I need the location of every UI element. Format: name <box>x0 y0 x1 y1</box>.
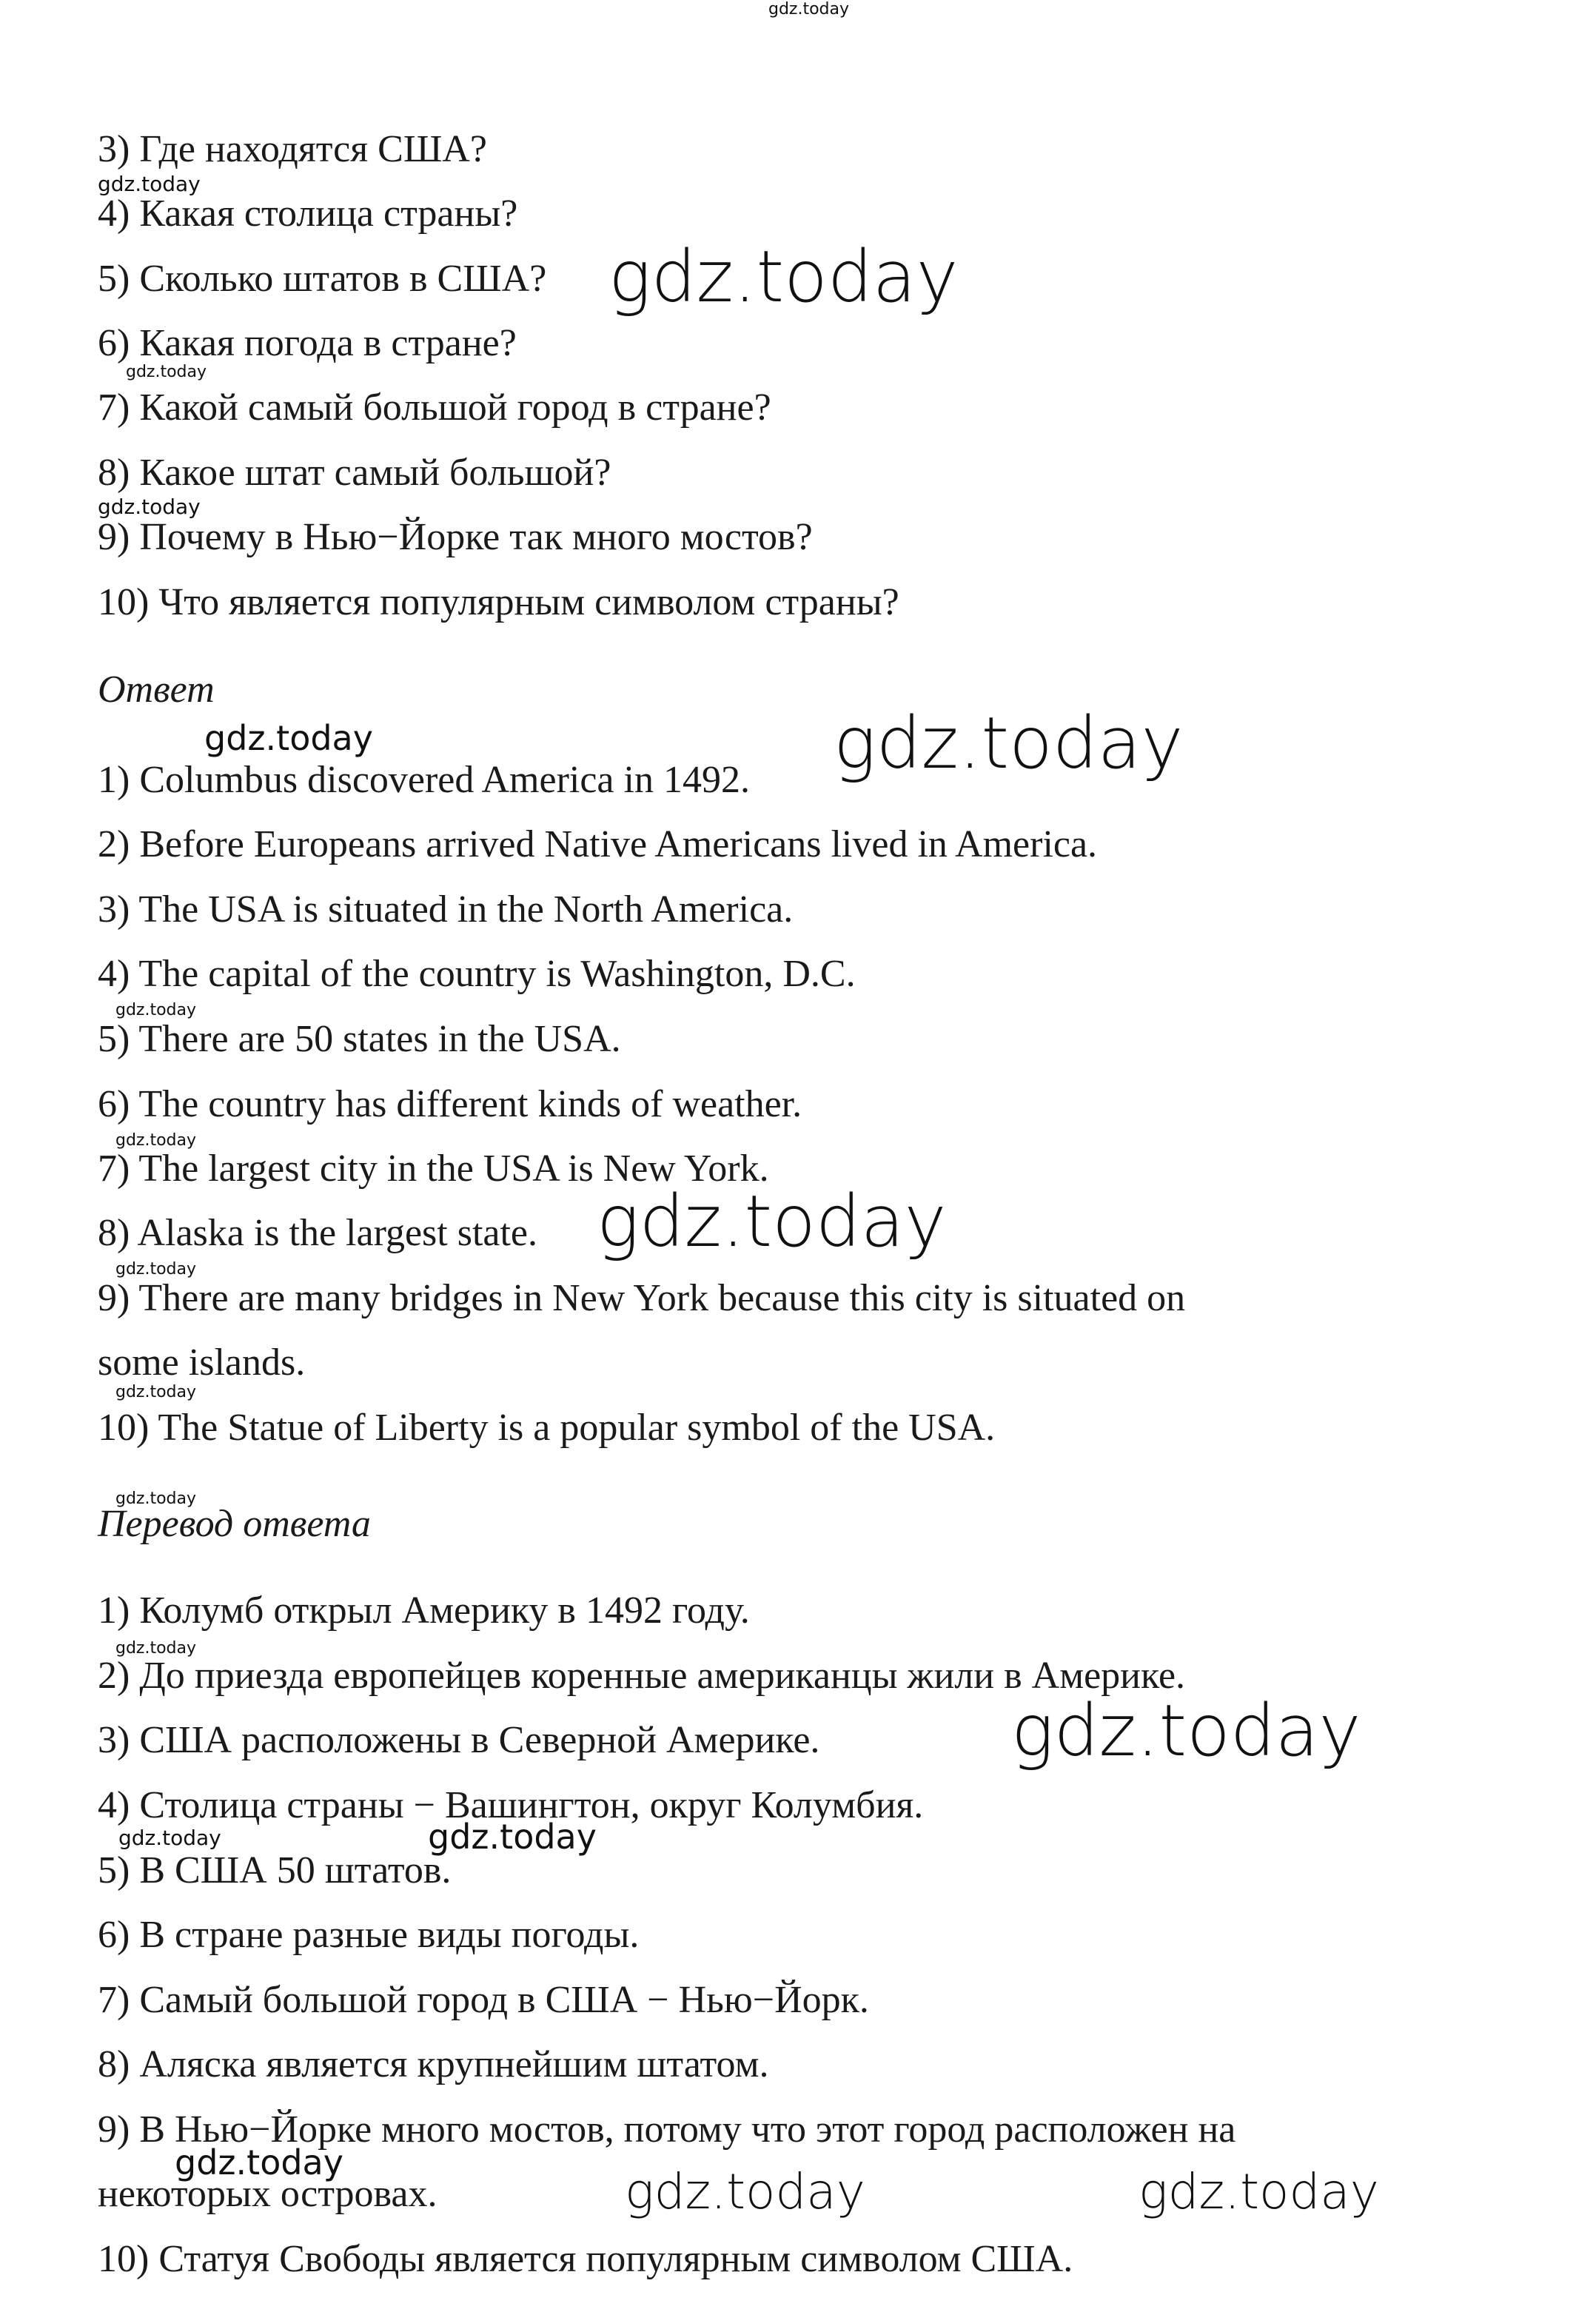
translation-line: 8) Аляска является крупнейшим штатом. <box>98 2043 769 2085</box>
watermark: gdz.today <box>115 1001 197 1019</box>
question-line: 5) Сколько штатов в США? <box>98 258 547 300</box>
answer-line: 3) The USA is situated in the North America. <box>98 888 794 931</box>
watermark: gdz.today <box>115 1260 197 1279</box>
answer-line: 2) Before Europeans arrived Native Americans lived in America. <box>98 823 1098 865</box>
translation-line: 5) В США 50 штатов. <box>98 1849 452 1892</box>
watermark: gdz.today <box>115 1131 197 1150</box>
watermark: gdz.today <box>1139 2163 1379 2220</box>
watermark: gdz.today <box>126 363 207 381</box>
translation-line: 7) Самый большой город в США − Нью−Йорк. <box>98 1979 869 2021</box>
answer-line: some islands. <box>98 1341 306 1384</box>
translation-line: 6) В стране разные виды погоды. <box>98 1914 640 1956</box>
question-line: 3) Где находятся США? <box>98 128 487 170</box>
watermark: gdz.today <box>115 1490 197 1508</box>
question-line: 4) Какая столица страны? <box>98 192 518 235</box>
answer-line: 5) There are 50 states in the USA. <box>98 1018 621 1060</box>
question-line: 6) Какая погода в стране? <box>98 322 517 364</box>
watermark: gdz.today <box>115 1383 197 1401</box>
answer-heading: Ответ <box>98 669 215 711</box>
question-line: 7) Какой самый большой город в стране? <box>98 386 771 429</box>
answer-line: 6) The country has different kinds of weather. <box>98 1083 802 1125</box>
question-line: 9) Почему в Нью−Йорке так много мостов? <box>98 516 813 558</box>
translation-line: некоторых островах. <box>98 2173 437 2215</box>
answer-line: 4) The capital of the country is Washington, D.C. <box>98 953 856 995</box>
translation-line: 9) В Нью−Йорке много мостов, потому что этот город расположен на <box>98 2108 1236 2151</box>
watermark: gdz.today <box>625 2163 865 2220</box>
answer-line: 9) There are many bridges in New York because this city is situated on <box>98 1277 1186 1319</box>
translation-line: 1) Колумб открыл Америку в 1492 году. <box>98 1589 750 1632</box>
watermark: gdz.today <box>98 495 201 519</box>
answer-line: 8) Alaska is the largest state. <box>98 1212 538 1254</box>
watermark: gdz.today <box>834 702 1184 785</box>
watermark: gdz.today <box>597 1180 947 1263</box>
translation-heading: Перевод ответа <box>98 1503 371 1545</box>
watermark: gdz.today <box>98 172 201 196</box>
answer-line: 1) Columbus discovered America in 1492. <box>98 759 750 801</box>
translation-line: 3) США расположены в Северной Америке. <box>98 1719 820 1761</box>
watermark: gdz.today <box>428 1817 597 1857</box>
watermark: gdz.today <box>115 1639 197 1658</box>
watermark: gdz.today <box>204 718 373 758</box>
watermark: gdz.today <box>608 235 959 318</box>
answer-line: 10) The Statue of Liberty is a popular symbol of the USA. <box>98 1407 996 1449</box>
watermark: gdz.today <box>118 1826 221 1850</box>
watermark: gdz.today <box>768 0 850 19</box>
question-line: 8) Какое штат самый большой? <box>98 452 611 494</box>
question-line: 10) Что является популярным символом страны? <box>98 581 899 623</box>
translation-line: 4) Столица страны − Вашингтон, округ Колумбия. <box>98 1784 924 1826</box>
answer-line: 7) The largest city in the USA is New York. <box>98 1147 769 1190</box>
watermark: gdz.today <box>1011 1689 1361 1772</box>
translation-line: 2) До приезда европейцев коренные американцы жили в Америке. <box>98 1655 1186 1697</box>
translation-line: 10) Статуя Свободы является популярным символом США. <box>98 2238 1073 2280</box>
watermark: gdz.today <box>175 2142 343 2182</box>
